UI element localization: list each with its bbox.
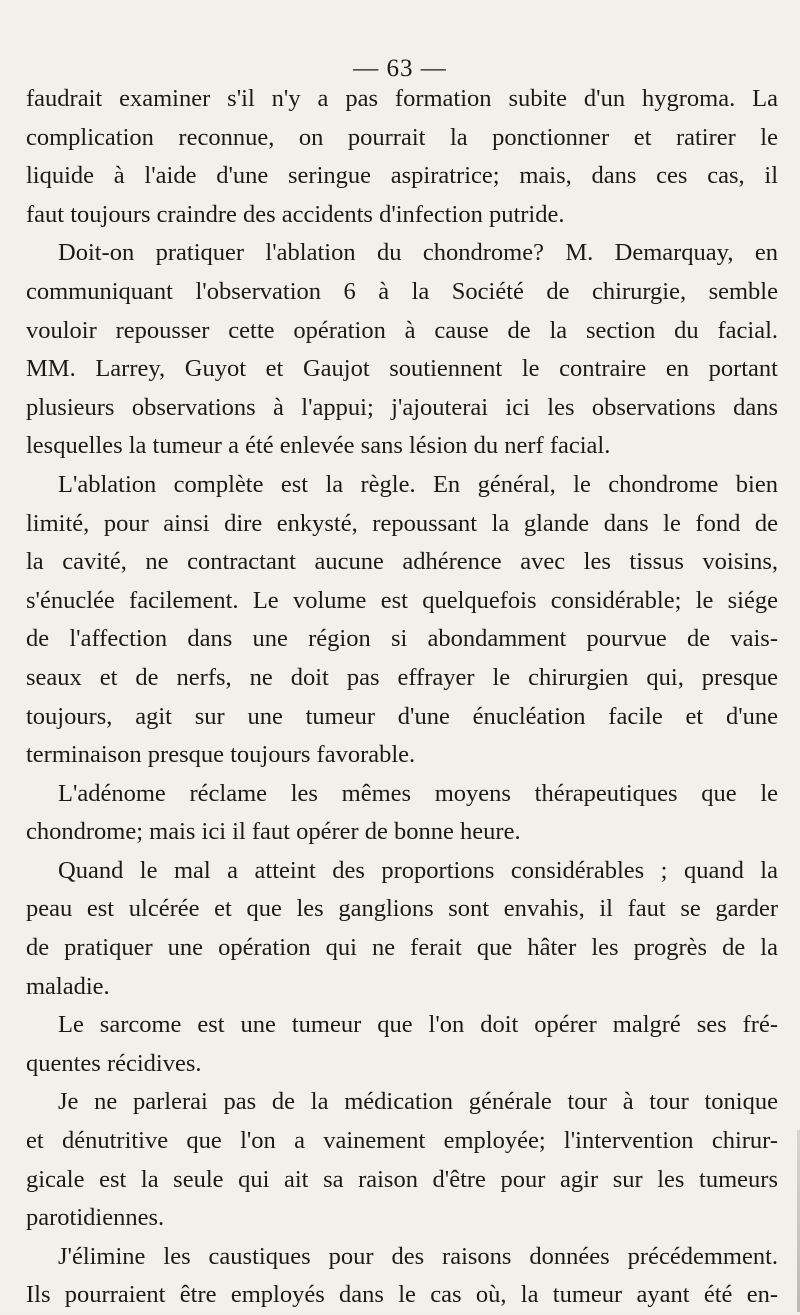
text-line: Je ne parlerai pas de la médication générale tour à tour tonique xyxy=(58,1088,778,1116)
text-line: vouloir repousser cette opération à cause de la section du facial. xyxy=(26,316,778,344)
text-line: lesquelles la tumeur a été enlevée sans lésion du nerf facial. xyxy=(26,432,611,460)
text-line: s'énuclée facilement. Le volume est quelquefois considérable; le siége xyxy=(26,586,778,614)
text-line: liquide à l'aide d'une seringue aspiratrice; mais, dans ces cas, il xyxy=(26,162,778,190)
text-line: faut toujours craindre des accidents d'infection putride. xyxy=(26,200,565,228)
text-line: seaux et de nerfs, ne doit pas effrayer le chirurgien qui, presque xyxy=(26,663,778,691)
text-line: peau est ulcérée et que les ganglions sont envahis, il faut se garder xyxy=(26,895,778,923)
text-line: gicale est la seule qui ait sa raison d'être pour agir sur les tumeurs xyxy=(26,1165,778,1193)
text-line: et dénutritive que l'on a vainement employée; l'intervention chirur- xyxy=(26,1127,778,1155)
text-line: Le sarcome est une tumeur que l'on doit opérer malgré ses fré- xyxy=(58,1011,778,1039)
text-line: Doit-on pratiquer l'ablation du chondrome? M. Demarquay, en xyxy=(58,239,778,267)
text-line: communiquant l'observation 6 à la Société de chirurgie, semble xyxy=(26,277,778,305)
text-line: terminaison presque toujours favorable. xyxy=(26,741,416,769)
text-line: L'ablation complète est la règle. En général, le chondrome bien xyxy=(58,470,778,498)
text-line: J'élimine les caustiques pour des raisons données précédemment. xyxy=(58,1242,778,1270)
text-line: de pratiquer une opération qui ne ferait que hâter les progrès de la xyxy=(26,934,778,962)
text-line: maladie. xyxy=(26,972,110,1000)
text-line: Ils pourraient être employés dans le cas où, la tumeur ayant été en- xyxy=(26,1281,778,1309)
body-text xyxy=(26,80,778,1315)
text-line: MM. Larrey, Guyot et Gaujot soutiennent le contraire en portant xyxy=(26,355,778,383)
text-line: faudrait examiner s'il n'y a pas formation subite d'un hygroma. La xyxy=(26,85,778,112)
text-line: L'adénome réclame les mêmes moyens thérapeutiques que le xyxy=(58,779,778,807)
text-line: la cavité, ne contractant aucune adhérence avec les tissus voisins, xyxy=(26,548,778,576)
text-line: parotidiennes. xyxy=(26,1204,165,1232)
text-line: Quand le mal a atteint des proportions considérables ; quand la xyxy=(58,856,778,884)
text-line: limité, pour ainsi dire enkysté, repoussant la glande dans le fond de xyxy=(26,509,778,537)
text-line: plusieurs observations à l'appui; j'ajouterai ici les observations dans xyxy=(26,393,778,421)
text-line: de l'affection dans une région si abondamment pourvue de vais- xyxy=(26,625,778,653)
text-line: toujours, agit sur une tumeur d'une énucléation facile et d'une xyxy=(26,702,778,730)
page-number: — 63 — xyxy=(353,55,447,82)
text-line: complication reconnue, on pourrait la ponctionner et ratirer le xyxy=(26,123,778,151)
text-line: chondrome; mais ici il faut opérer de bonne heure. xyxy=(26,818,521,846)
text-line: quentes récidives. xyxy=(26,1049,202,1077)
